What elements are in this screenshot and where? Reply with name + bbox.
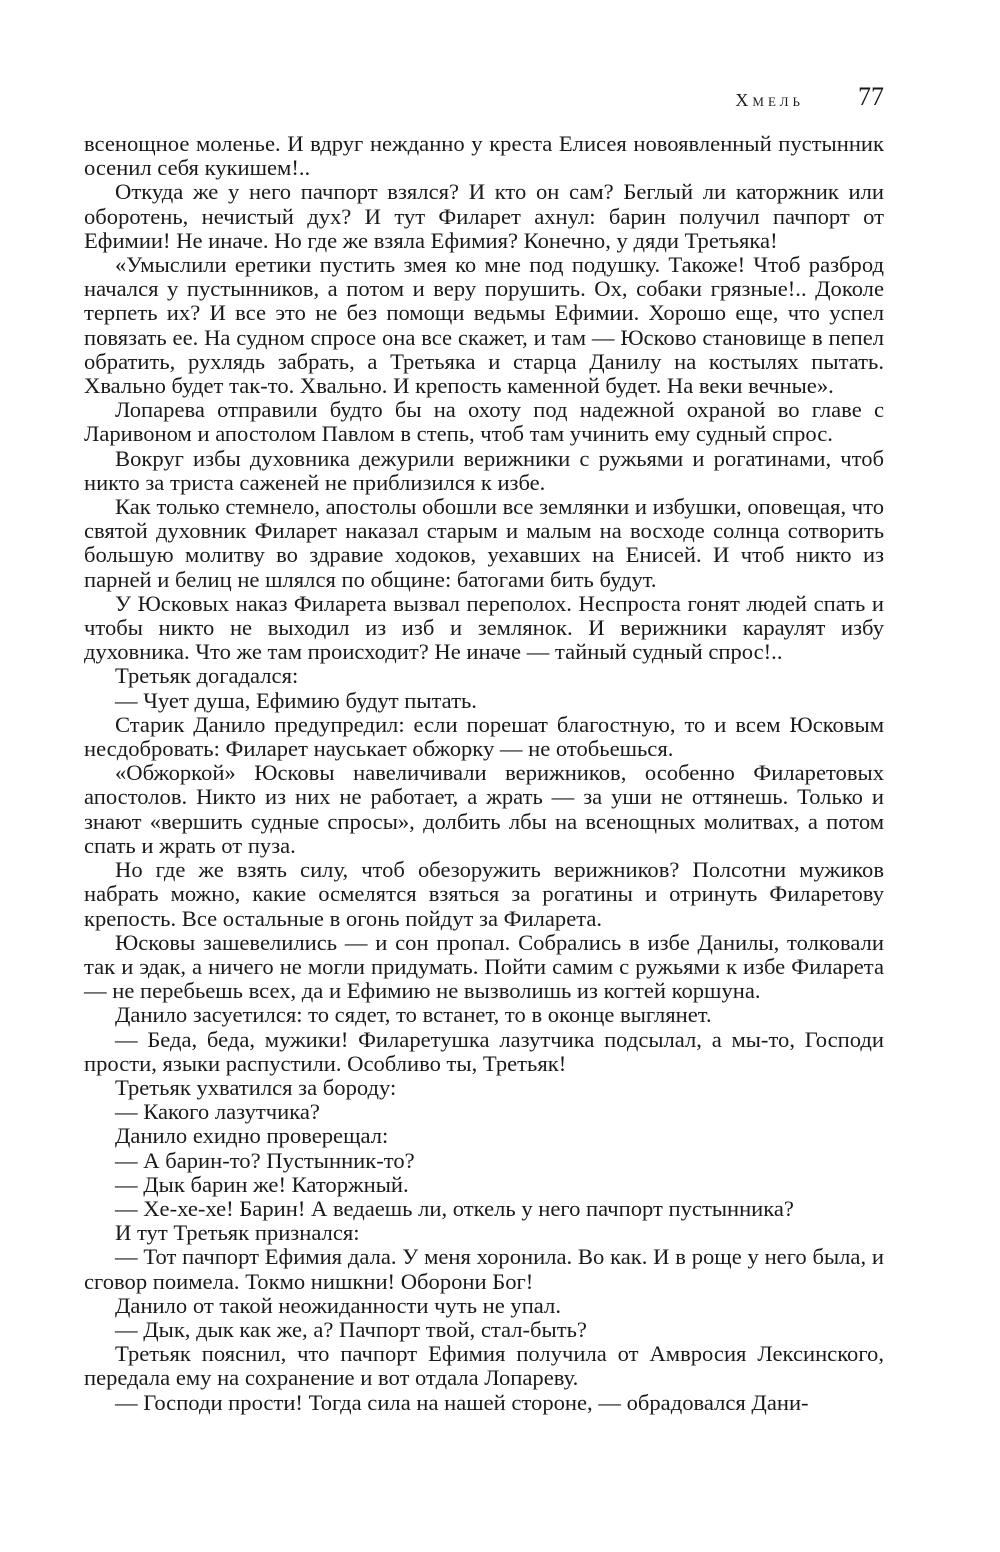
dialogue-line: — Хе-хе-хе! Барин! А ведаешь ли, откель у него пачпорт пустынника? [115, 1195, 794, 1221]
paragraph: Данило от такой неожиданности чуть не упал. [115, 1292, 561, 1318]
paragraph: Лопарева отправили будто бы на охоту под надежной охраной во главе с Ларивоном и апостолом Павлом в степь, чтоб там учинить ему судный спрос. [84, 397, 884, 447]
paragraph: «Обжоркой» Юсковы навеличивали верижников, особенно Филаретовых апостолов. Никто из них не работает, а жрать — за уши не оттянешь. Только и знают «вершить судные спросы», долбить лбы на всенощных молитвах, а потом спать и жрать от пуза. [84, 760, 884, 858]
paragraph: «Умыслили еретики пустить змея ко мне под подушку. Такоже! Чтоб разброд начался у пустынников, а потом и веру порушить. Ох, собаки грязные!.. Доколе терпеть их? И все это не без помощи ведьмы Ефимии. Хорошо еще, что успел повязать ее. На судном спросе она все скажет, и там — Юсково становище в пепел обратить, рухлядь забрать, а Третьяка и старца Данилу на костылях пытать. Хвально будет так-то. Хвально. И крепость каменной будет. На веки вечные». [84, 252, 884, 399]
dialogue-line: — Господи прости! Тогда сила на нашей стороне, — обрадовался Дани- [115, 1389, 809, 1415]
dialogue-line: — А барин-то? Пустынник-то? [115, 1147, 415, 1173]
dialogue-line: — Тот пачпорт Ефимия дала. У меня хоронила. Во как. И в роще у него была, и сговор поимела. Токмо нишкни! Оборони Бог! [84, 1244, 884, 1294]
page-header [84, 82, 884, 118]
dialogue-line: — Дык, дык как же, а? Пачпорт твой, стал-быть? [115, 1316, 587, 1342]
paragraph: Вокруг избы духовника дежурили верижники с ружьями и рогатинами, чтоб никто за триста саженей не приблизился к избе. [84, 445, 884, 495]
paragraph: У Юсковых наказ Филарета вызвал переполох. Неспроста гонят людей спать и чтобы никто не выходил из изб и землянок. И верижники караулят избу духовника. Что же там происходит? Не иначе — тайный судный спрос!.. [84, 590, 884, 665]
paragraph: Старик Данило предупредил: если порешат благостную, то и всем Юсковым несдобровать: Филарет науськает обжорку — не отобьешься. [84, 711, 884, 762]
paragraph: Третьяк пояснил, что пачпорт Ефимия получила от Амвросия Лексинского, передала ему на сохранение и вот отдала Лопареву. [84, 1341, 884, 1391]
dialogue-line: — Какого лазутчика? [115, 1099, 320, 1125]
paragraph: Данило засуетился: то сядет, то встанет, то в оконце выглянет. [115, 1002, 712, 1028]
dialogue-line: — Дык барин же! Каторжный. [115, 1171, 409, 1197]
paragraph: Юсковы зашевелились — и сон пропал. Собрались в избе Данилы, толковали так и эдак, а ничего не могли придумать. Пойти самим с ружьями к избе Филарета — не перебьешь всех, да и Ефимию не вызволишь из когтей коршуна. [84, 929, 884, 1004]
paragraph: И тут Третьяк признался: [115, 1220, 360, 1246]
paragraph: всенощное моленье. И вдруг нежданно у креста Елисея новоявленный пустынник осенил себя кукишем!.. [84, 131, 884, 181]
paragraph: Но где же взять силу, чтоб обезоружить верижников? Полсотни мужиков набрать можно, какие осмелятся взяться за рогатины и отринуть Филаретову крепость. Все остальные в огонь пойдут за Филарета. [84, 857, 884, 931]
page-number: 77 [858, 82, 884, 111]
running-title: Хмель [735, 90, 804, 110]
dialogue-line: — Чует душа, Ефимию будут пытать. [115, 687, 477, 713]
paragraph: Третьяк ухватился за бороду: [115, 1074, 397, 1100]
paragraph: Данило ехидно проверещал: [115, 1123, 389, 1149]
paragraph: Третьяк догадался: [115, 663, 299, 689]
paragraph: Откуда же у него пачпорт взялся? И кто он сам? Беглый ли каторжник или оборотень, нечистый дух? И тут Филарет ахнул: барин получил пачпорт от Ефимии! Не иначе. Но где же взяла Ефимия? Конечно, у дяди Третьяка! [84, 179, 884, 253]
dialogue-line: — Беда, беда, мужики! Филаретушка лазутчика подсылал, а мы-то, Господи прости, языки распустили. Особливо ты, Третьяк! [84, 1026, 884, 1076]
body-text [84, 132, 884, 1415]
paragraph: Как только стемнело, апостолы обошли все землянки и избушки, оповещая, что святой духовник Филарет наказал старым и малым на восходе солнца сотворить большую молитву во здравие ходоков, уехавших на Енисей. И чтоб никто из парней и белиц не шлялся по общине: батогами бить будут. [84, 494, 884, 592]
